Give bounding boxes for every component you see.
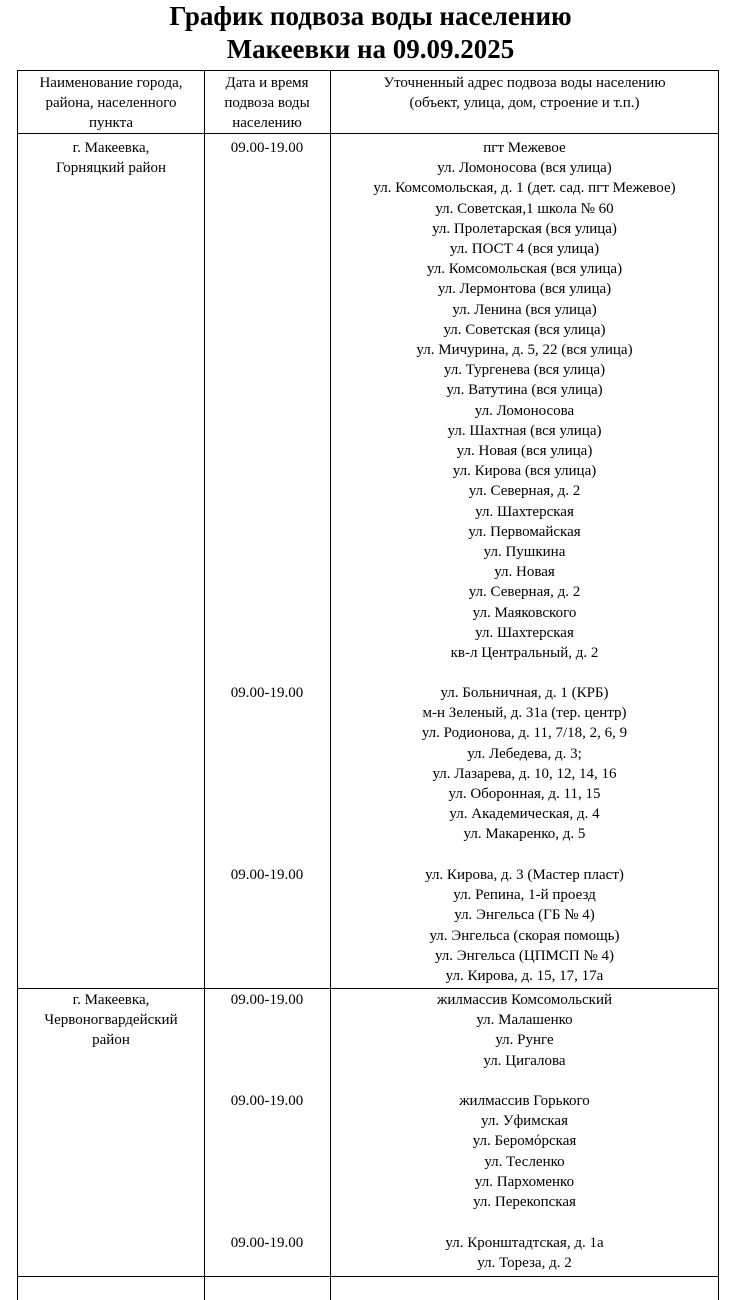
header-text: Дата и время <box>225 75 309 91</box>
address-list <box>331 138 718 663</box>
address-line: ул. Цигалова <box>483 1052 566 1069</box>
address-line: ул. Больничная, д. 1 (КРБ) <box>440 685 609 701</box>
address-line: ул. Малашенко <box>476 1012 573 1029</box>
address-line: ул. Кирова, д. 3 (Мастер пласт) <box>425 867 624 883</box>
district-line: Червоногвардейский <box>44 1012 178 1029</box>
time-cell: 09.00-19.00 <box>230 992 304 1008</box>
address-line: ул. ПОСТ 4 (вся улица) <box>449 241 600 258</box>
address-list <box>331 990 718 1071</box>
address-line: ул. Новая <box>494 564 555 581</box>
title-line-1: График подвоза воды населению <box>169 1 572 31</box>
address-line: ул. Лебедева, д. 3; <box>467 745 582 762</box>
address-line: ул. Шахтная (вся улица) <box>447 422 602 439</box>
time-cell: 09.00-19.00 <box>230 685 304 701</box>
address-line: ул. Ломоносова (вся улица) <box>437 160 612 177</box>
address-line: ул. Ломоносова <box>474 402 575 419</box>
header-divider <box>17 133 719 134</box>
address-line: ул. Ватутина (вся улица) <box>446 382 603 399</box>
address-line: жилмассив Горького <box>459 1093 590 1109</box>
address-line: ул. Пролетарская (вся улица) <box>432 220 617 237</box>
address-line: ул. Оборонная, д. 11, 15 <box>448 786 601 803</box>
address-line: ул. Академическая, д. 4 <box>449 806 600 823</box>
address-line: ул. Тургенева (вся улица) <box>443 362 606 379</box>
address-line: ул. Беромόрская <box>472 1133 577 1150</box>
address-line: ул. Лермонтова (вся улица) <box>437 281 612 298</box>
table-border-left <box>17 70 18 1300</box>
district-line: Горняцкий район <box>55 160 167 177</box>
time-cell: 09.00-19.00 <box>230 1235 304 1251</box>
title-line-2: Макеевки на 09.09.2025 <box>226 34 515 64</box>
address-line: ул. Кронштадтская, д. 1а <box>445 1235 604 1251</box>
address-list <box>331 1091 718 1212</box>
address-line: ул. Рунге <box>495 1032 554 1049</box>
address-line: кв-л Центральный, д. 2 <box>450 645 599 662</box>
header-text: Уточненный адрес подвоза воды населению <box>383 75 666 91</box>
address-line: ул. Северная, д. 2 <box>468 584 581 601</box>
address-line: ул. Энгельса (ЦПМСП № 4) <box>434 947 615 964</box>
time-cell: 09.00-19.00 <box>230 867 304 883</box>
address-line: пгт Межевое <box>483 140 566 156</box>
address-list <box>331 865 718 986</box>
address-line: ул. Пархоменко <box>474 1173 575 1190</box>
address-line: ул. Северная, д. 2 <box>468 483 581 500</box>
address-line: ул. Энгельса (ГБ № 4) <box>454 907 595 924</box>
district-line: г. Макеевка, <box>72 140 150 156</box>
header-text: пункта <box>88 115 134 131</box>
address-line: ул. Мичурина, д. 5, 22 (вся улица) <box>416 342 633 359</box>
address-line: ул. Макаренко, д. 5 <box>463 826 586 843</box>
address-line: ул. Тесленко <box>484 1153 565 1170</box>
table-border-top <box>17 70 719 71</box>
address-line: ул. Репина, 1-й проезд <box>453 887 596 904</box>
district-line: г. Макеевка, <box>72 992 150 1008</box>
address-line: ул. Энгельса (скорая помощь) <box>429 927 620 944</box>
address-line: ул. Кирова (вся улица) <box>452 463 597 480</box>
header-time <box>204 73 330 133</box>
header-district <box>18 73 204 133</box>
page-title <box>0 0 741 66</box>
address-line: ул. Кирова, д. 15, 17, 17а <box>445 968 604 985</box>
address-line: ул. Комсомольская (вся улица) <box>426 261 623 278</box>
table-border-right <box>718 70 719 1300</box>
header-text: населению <box>232 115 302 131</box>
row-divider <box>17 988 719 989</box>
header-text: района, населенного <box>45 95 177 111</box>
address-line: ул. Тореза, д. 2 <box>477 1255 572 1272</box>
address-line: ул. Перекопская <box>473 1194 576 1211</box>
address-line: ул. Новая (вся улица) <box>456 443 593 460</box>
address-line: м-н Зеленый, д. 31а (тер. центр) <box>422 705 627 722</box>
header-address <box>331 73 718 113</box>
header-text: подвоза воды <box>224 95 310 111</box>
district-line: район <box>92 1032 130 1049</box>
row-divider-bottom <box>17 1276 719 1277</box>
address-line: ул. Ленина (вся улица) <box>452 301 597 318</box>
address-line: ул. Родионова, д. 11, 7/18, 2, 6, 9 <box>421 725 628 742</box>
address-line: ул. Шахтерская <box>475 624 574 641</box>
district-cell <box>18 990 204 1051</box>
address-line: ул. Комсомольская, д. 1 (дет. сад. пгт Межевое) <box>373 180 676 197</box>
address-line: ул. Первомайская <box>468 523 581 540</box>
district-cell <box>18 138 204 178</box>
header-text: Наименование города, <box>39 75 183 91</box>
time-cell: 09.00-19.00 <box>230 140 304 156</box>
address-line: ул. Советская (вся улица) <box>443 321 606 338</box>
address-line: ул. Пушкина <box>483 544 566 561</box>
water-schedule-table <box>17 70 719 1300</box>
time-cell: 09.00-19.00 <box>230 1093 304 1109</box>
address-list <box>331 1233 718 1273</box>
header-text: (объект, улица, дом, строение и т.п.) <box>409 95 640 111</box>
address-line: ул. Маяковского <box>472 604 577 621</box>
address-line: жилмассив Комсомольский <box>436 992 613 1008</box>
address-list <box>331 683 718 845</box>
address-line: ул. Советская,1 школа № 60 <box>435 200 614 217</box>
address-line: ул. Лазарева, д. 10, 12, 14, 16 <box>432 765 617 782</box>
address-line: ул. Уфимская <box>481 1113 568 1130</box>
address-line: ул. Шахтерская <box>475 503 574 520</box>
